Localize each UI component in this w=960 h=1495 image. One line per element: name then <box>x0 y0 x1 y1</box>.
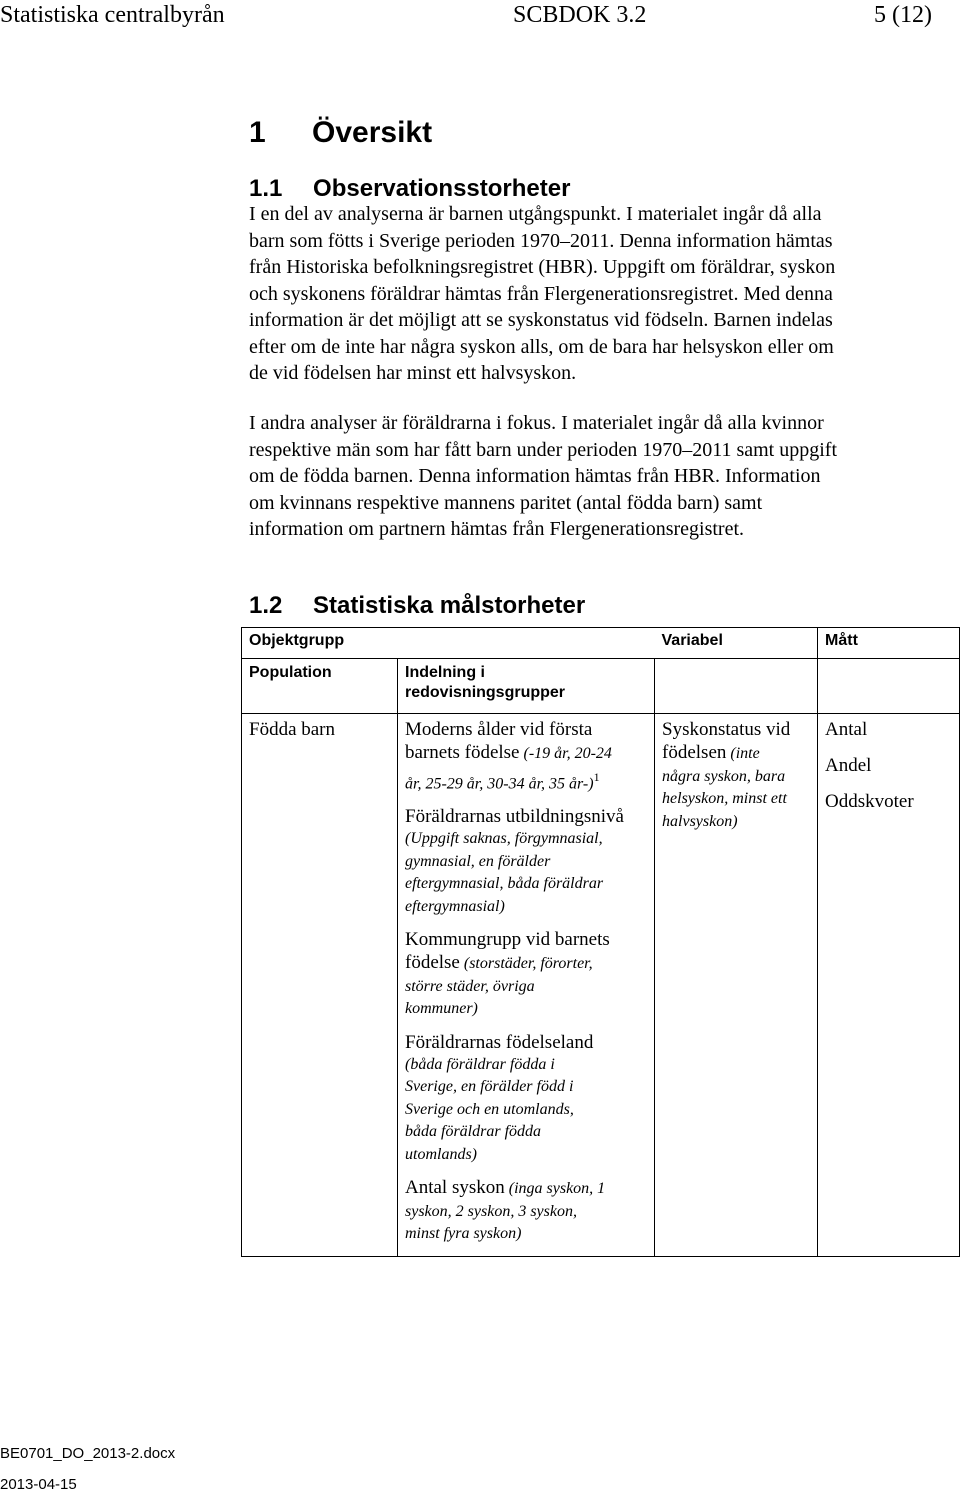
footnote-marker: 1 <box>593 769 600 784</box>
matt-value: Oddskvoter <box>825 791 914 812</box>
group-lead-line: barnets födelse <box>405 742 520 763</box>
variabel-detail-line: halvsyskon) <box>662 812 738 830</box>
group-detail-line: båda föräldrar födda <box>405 1123 542 1141</box>
variabel-detail-line: (inte <box>726 745 760 762</box>
group-detail-line: eftergymnasial) <box>405 897 505 915</box>
variabel-cell <box>655 714 818 1257</box>
group-detail-line: Sverige, en förälder född i <box>405 1078 574 1096</box>
variabel-detail-line: helsyskon, minst ett <box>662 790 787 807</box>
variabel-lead-line: födelsen <box>662 742 727 763</box>
table-subheader-row <box>242 659 960 714</box>
subheader-empty-cell <box>655 659 818 714</box>
paragraph-1-line: efter om de inte har några syskon alls, om de bara har helsyskon eller om <box>249 335 834 358</box>
group-detail-line: (båda föräldrar födda i <box>405 1055 555 1073</box>
matt-value: Andel <box>825 755 872 776</box>
variabel-detail-line: några syskon, bara <box>662 767 786 785</box>
group-detail-line: kommuner) <box>405 1000 478 1018</box>
section-1-1-number: 1.1 <box>249 175 283 202</box>
group-detail-line: (Uppgift saknas, förgymnasial, <box>405 830 603 848</box>
header-matt: Mått <box>818 628 960 659</box>
table-header-row <box>242 628 960 659</box>
group-lead-line: Moderns ålder vid första <box>405 719 593 740</box>
indelning-group-utbildningsniva <box>405 805 647 918</box>
indelning-group-antal-syskon <box>405 1176 647 1246</box>
paragraph-1-line: I en del av analyserna är barnen utgångspunkt. I materialet ingår då alla <box>249 203 822 225</box>
paragraph-1-line: barn som fötts i Sverige perioden 1970–2011. Denna information hämtas <box>249 229 833 252</box>
group-lead-line: Antal syskon <box>405 1177 505 1199</box>
variabel-lead-line: Syskonstatus vid <box>662 719 791 740</box>
paragraph-1 <box>249 201 939 387</box>
group-detail-line: utomlands) <box>405 1145 477 1163</box>
header-objektgrupp: Objektgrupp <box>242 628 655 659</box>
paragraph-2-line: information om partnern hämtas från Flergenerationsregistret. <box>249 518 745 540</box>
subheader-indelning <box>398 659 655 714</box>
footer-filename: BE0701_DO_2013-2.docx <box>0 1445 176 1462</box>
section-1-title: Översikt <box>312 116 433 149</box>
subheader-indelning-line: Indelning i <box>405 664 485 681</box>
section-1-2-heading <box>249 592 585 620</box>
section-1-2-title: Statistiska målstorheter <box>313 592 586 619</box>
population-cell: Födda barn <box>242 714 398 1257</box>
group-detail-line: syskon, 2 syskon, 3 syskon, <box>405 1202 577 1220</box>
section-1-2-number: 1.2 <box>249 592 283 619</box>
paragraph-1-line: och syskonens föräldrar hämtas från Flergenerationsregistret. Med denna <box>249 282 833 305</box>
section-1-number: 1 <box>249 116 266 149</box>
group-detail-line: Sverige och en utomlands, <box>405 1100 574 1118</box>
header-variabel: Variabel <box>655 628 818 659</box>
group-lead-line: Föräldrarnas utbildningsnivå <box>405 806 624 828</box>
header-page-number: 5 (12) <box>874 2 932 28</box>
group-detail-line: (-19 år, 20-24 <box>519 745 612 762</box>
section-1-1-heading <box>249 175 570 203</box>
malstorheter-table <box>241 627 960 1257</box>
paragraph-1-line: de vid födelsen har minst ett halvsyskon. <box>249 362 577 384</box>
subheader-indelning-line: redovisningsgrupper <box>405 684 566 701</box>
paragraph-2-line: respektive män som har fått barn under perioden 1970–2011 samt uppgift <box>249 438 837 461</box>
group-detail-line: eftergymnasial, båda föräldrar <box>405 875 604 893</box>
group-lead-line: Föräldrarnas födelseland <box>405 1031 594 1053</box>
group-lead-line: födelse <box>405 952 460 974</box>
subheader-empty-cell <box>818 659 960 714</box>
table-data-row <box>242 714 960 1257</box>
group-detail-line: gymnasial, en förälder <box>405 852 551 870</box>
group-detail-line: år, 25-29 år, 30-34 år, 35 år-) <box>405 774 594 792</box>
matt-value: Antal <box>825 719 868 740</box>
paragraph-2-line: om kvinnans respektive mannens paritet (antal födda barn) samt <box>249 491 763 514</box>
indelning-group-fodelseland <box>405 1031 647 1167</box>
paragraph-2-line: om de födda barnen. Denna information hämtas från HBR. Information <box>249 465 821 487</box>
section-1-1-title: Observationsstorheter <box>313 175 571 202</box>
paragraph-1-line: från Historiska befolkningsregistret (HBR). Uppgift om föräldrar, syskon <box>249 256 836 278</box>
matt-cell <box>818 714 960 1257</box>
indelning-group-moderns-alder <box>405 718 647 795</box>
indelning-group-kommungrupp <box>405 928 647 1021</box>
paragraph-1-line: information är det möjligt att se syskonstatus vid födseln. Barnen indelas <box>249 309 833 331</box>
section-1-heading <box>249 116 432 150</box>
indelning-cell <box>398 714 655 1257</box>
subheader-population: Population <box>242 659 398 714</box>
group-detail-line: större städer, övriga <box>405 977 535 995</box>
footer-date: 2013-04-15 <box>0 1476 77 1493</box>
header-doc-code: SCBDOK 3.2 <box>513 2 647 28</box>
paragraph-2 <box>249 410 939 543</box>
group-detail-line: minst fyra syskon) <box>405 1225 522 1243</box>
group-lead-line: Kommungrupp vid barnets <box>405 929 610 951</box>
header-org: Statistiska centralbyrån <box>0 2 225 28</box>
group-detail-line: (storstäder, förorter, <box>459 955 593 973</box>
group-detail-line: (inga syskon, 1 <box>504 1180 606 1198</box>
paragraph-2-line: I andra analyser är föräldrarna i fokus. I materialet ingår då alla kvinnor <box>249 412 824 434</box>
